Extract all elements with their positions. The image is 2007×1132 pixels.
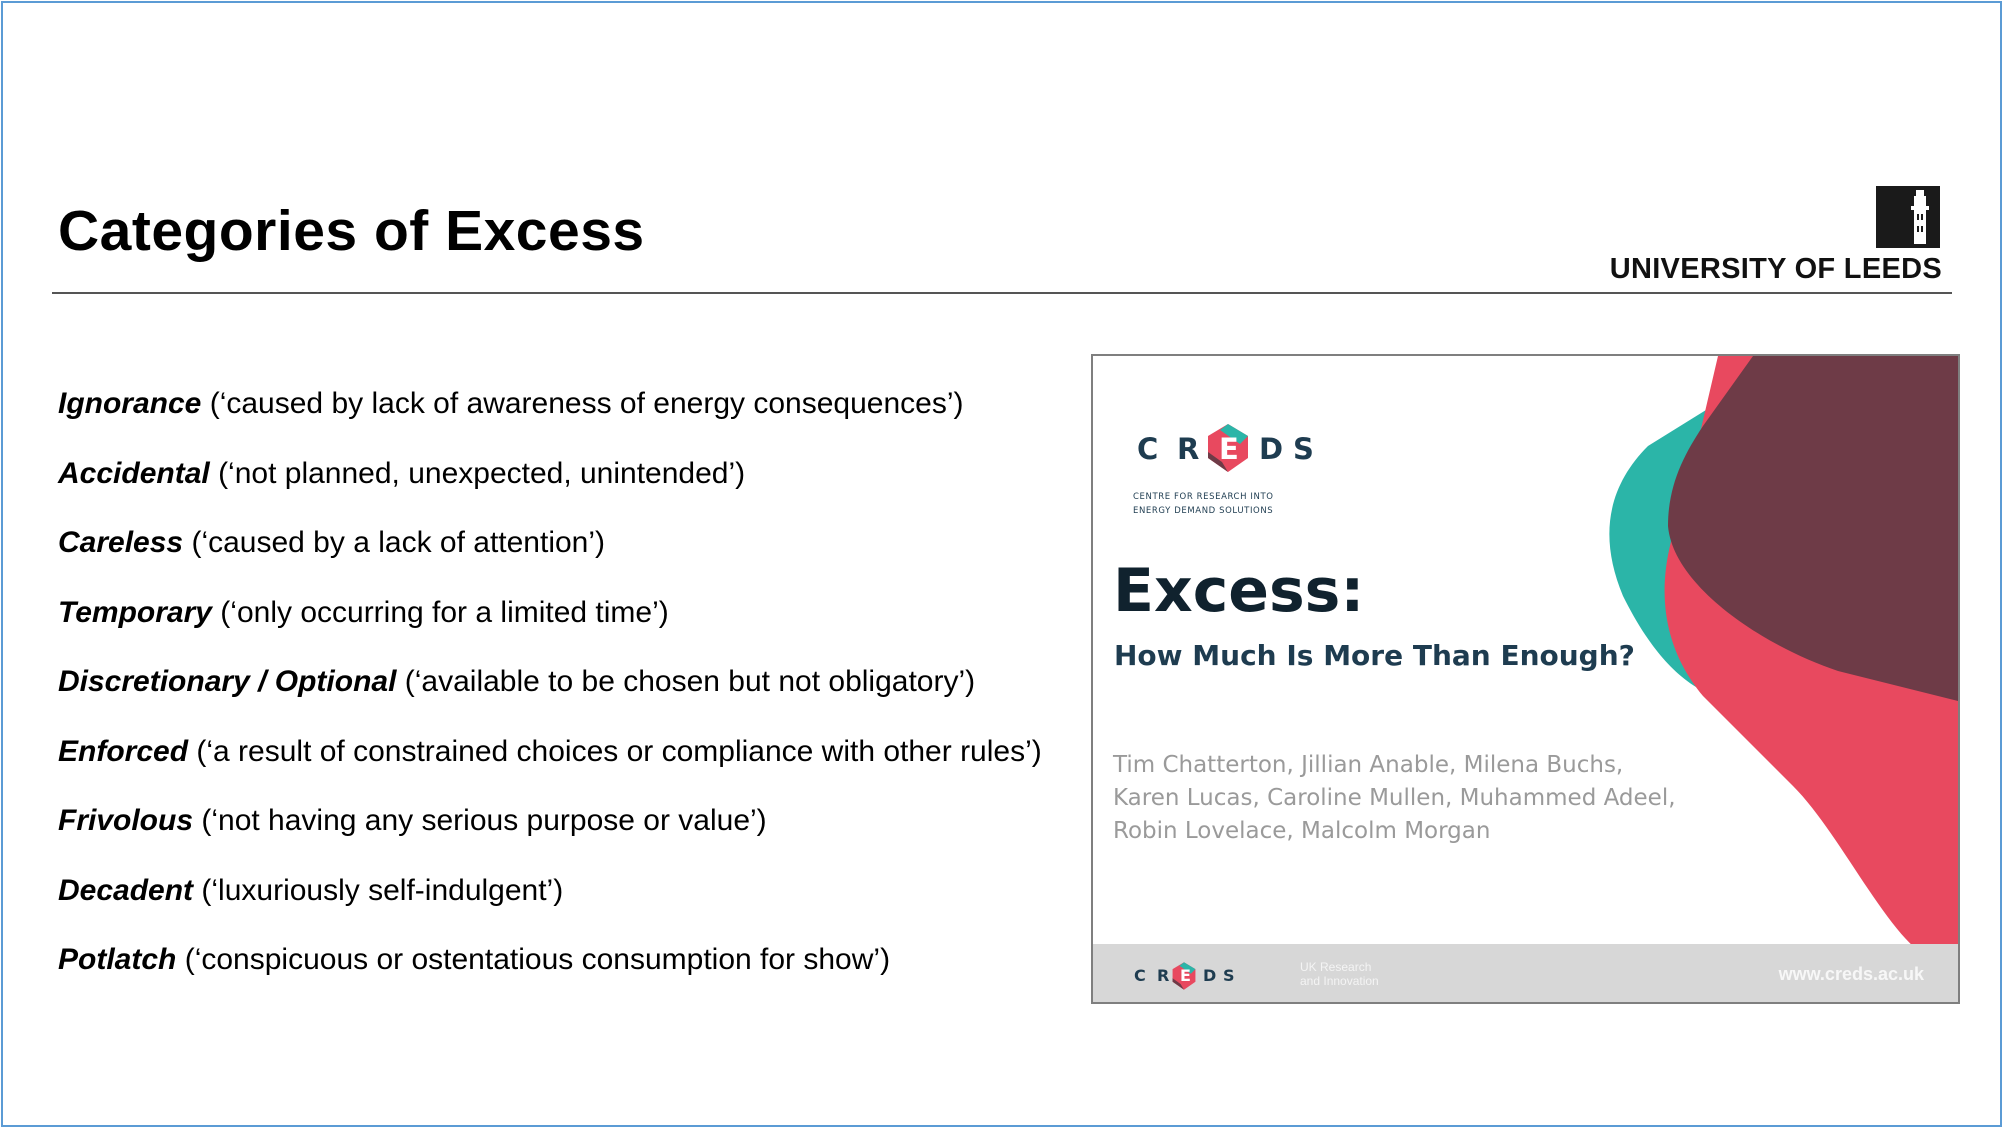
- logo-letter: S: [1223, 966, 1235, 985]
- logo-subtitle-line: CENTRE FOR RESEARCH INTO: [1133, 492, 1274, 502]
- logo-letter: C: [1137, 432, 1159, 466]
- category-term: Ignorance: [58, 387, 202, 420]
- ukri-logo-text: [1300, 960, 1390, 988]
- university-logo-text: UNIVERSITY OF LEEDS: [1609, 253, 1942, 285]
- report-title: Excess:: [1113, 556, 1365, 626]
- category-term: Temporary: [58, 595, 212, 629]
- list-item: [58, 517, 1042, 587]
- category-term: Frivolous: [58, 804, 194, 837]
- logo-letter: E: [1180, 966, 1191, 985]
- category-term: Potlatch: [58, 943, 177, 976]
- footer-creds-logo: [1131, 962, 1251, 990]
- report-authors: [1113, 749, 1676, 848]
- list-item: [58, 865, 1042, 935]
- footer-url: www.creds.ac.uk: [1778, 964, 1924, 984]
- category-definition: (‘caused by lack of awareness of energy consequences’): [209, 387, 964, 420]
- ukri-line: UK Research: [1300, 960, 1372, 974]
- title-divider: [52, 292, 1952, 294]
- category-term: Accidental: [58, 456, 210, 490]
- logo-letter: E: [1219, 432, 1239, 466]
- logo-letter: D: [1203, 966, 1217, 985]
- category-definition: (‘a result of constrained choices or compliance with other rules’): [196, 734, 1042, 768]
- category-definition: (‘conspicuous or ostentatious consumption for show’): [184, 943, 891, 976]
- logo-letter: D: [1259, 432, 1284, 466]
- logo-letter: R: [1177, 432, 1200, 466]
- slide-title: Categories of Excess: [58, 199, 645, 263]
- thumbnail-footer: [1093, 944, 1960, 1004]
- creds-logo: [1133, 424, 1314, 474]
- list-item: [58, 726, 1042, 796]
- category-definition: (‘not having any serious purpose or value’): [201, 804, 767, 837]
- authors-line: Karen Lucas, Caroline Mullen, Muhammed Adeel,: [1113, 785, 1676, 811]
- report-cover-thumbnail: [1091, 354, 1960, 1004]
- category-term: Decadent: [58, 873, 194, 907]
- ukri-line: and Innovation: [1300, 974, 1379, 988]
- category-definition: (‘caused by a lack of attention’): [191, 526, 606, 559]
- logo-letter: R: [1157, 966, 1170, 985]
- authors-line: Robin Lovelace, Malcolm Morgan: [1113, 818, 1491, 844]
- list-item: [58, 587, 1042, 657]
- logo-letter: C: [1134, 966, 1146, 985]
- categories-list: [58, 378, 1042, 1004]
- authors-line: Tim Chatterton, Jillian Anable, Milena Buchs,: [1113, 752, 1624, 778]
- list-item: [58, 934, 1042, 1004]
- university-tower-logo-icon: [1876, 186, 1940, 248]
- list-item: [58, 448, 1042, 518]
- list-item: [58, 795, 1042, 865]
- creds-logo-subtitle: [1133, 490, 1333, 518]
- category-definition: (‘only occurring for a limited time’): [220, 595, 669, 629]
- logo-subtitle-line: ENERGY DEMAND SOLUTIONS: [1133, 506, 1274, 516]
- category-term: Enforced: [58, 734, 189, 768]
- logo-letter: S: [1293, 432, 1314, 466]
- list-item: [58, 656, 1042, 726]
- category-definition: (‘available to be chosen but not obligatory’): [404, 665, 976, 698]
- category-term: Careless: [58, 526, 184, 559]
- list-item: [58, 378, 1042, 448]
- category-term: Discretionary / Optional: [58, 665, 397, 698]
- report-subtitle: How Much Is More Than Enough?: [1114, 639, 1635, 672]
- category-definition: (‘luxuriously self-indulgent’): [201, 873, 564, 907]
- category-definition: (‘not planned, unexpected, unintended’): [218, 456, 746, 490]
